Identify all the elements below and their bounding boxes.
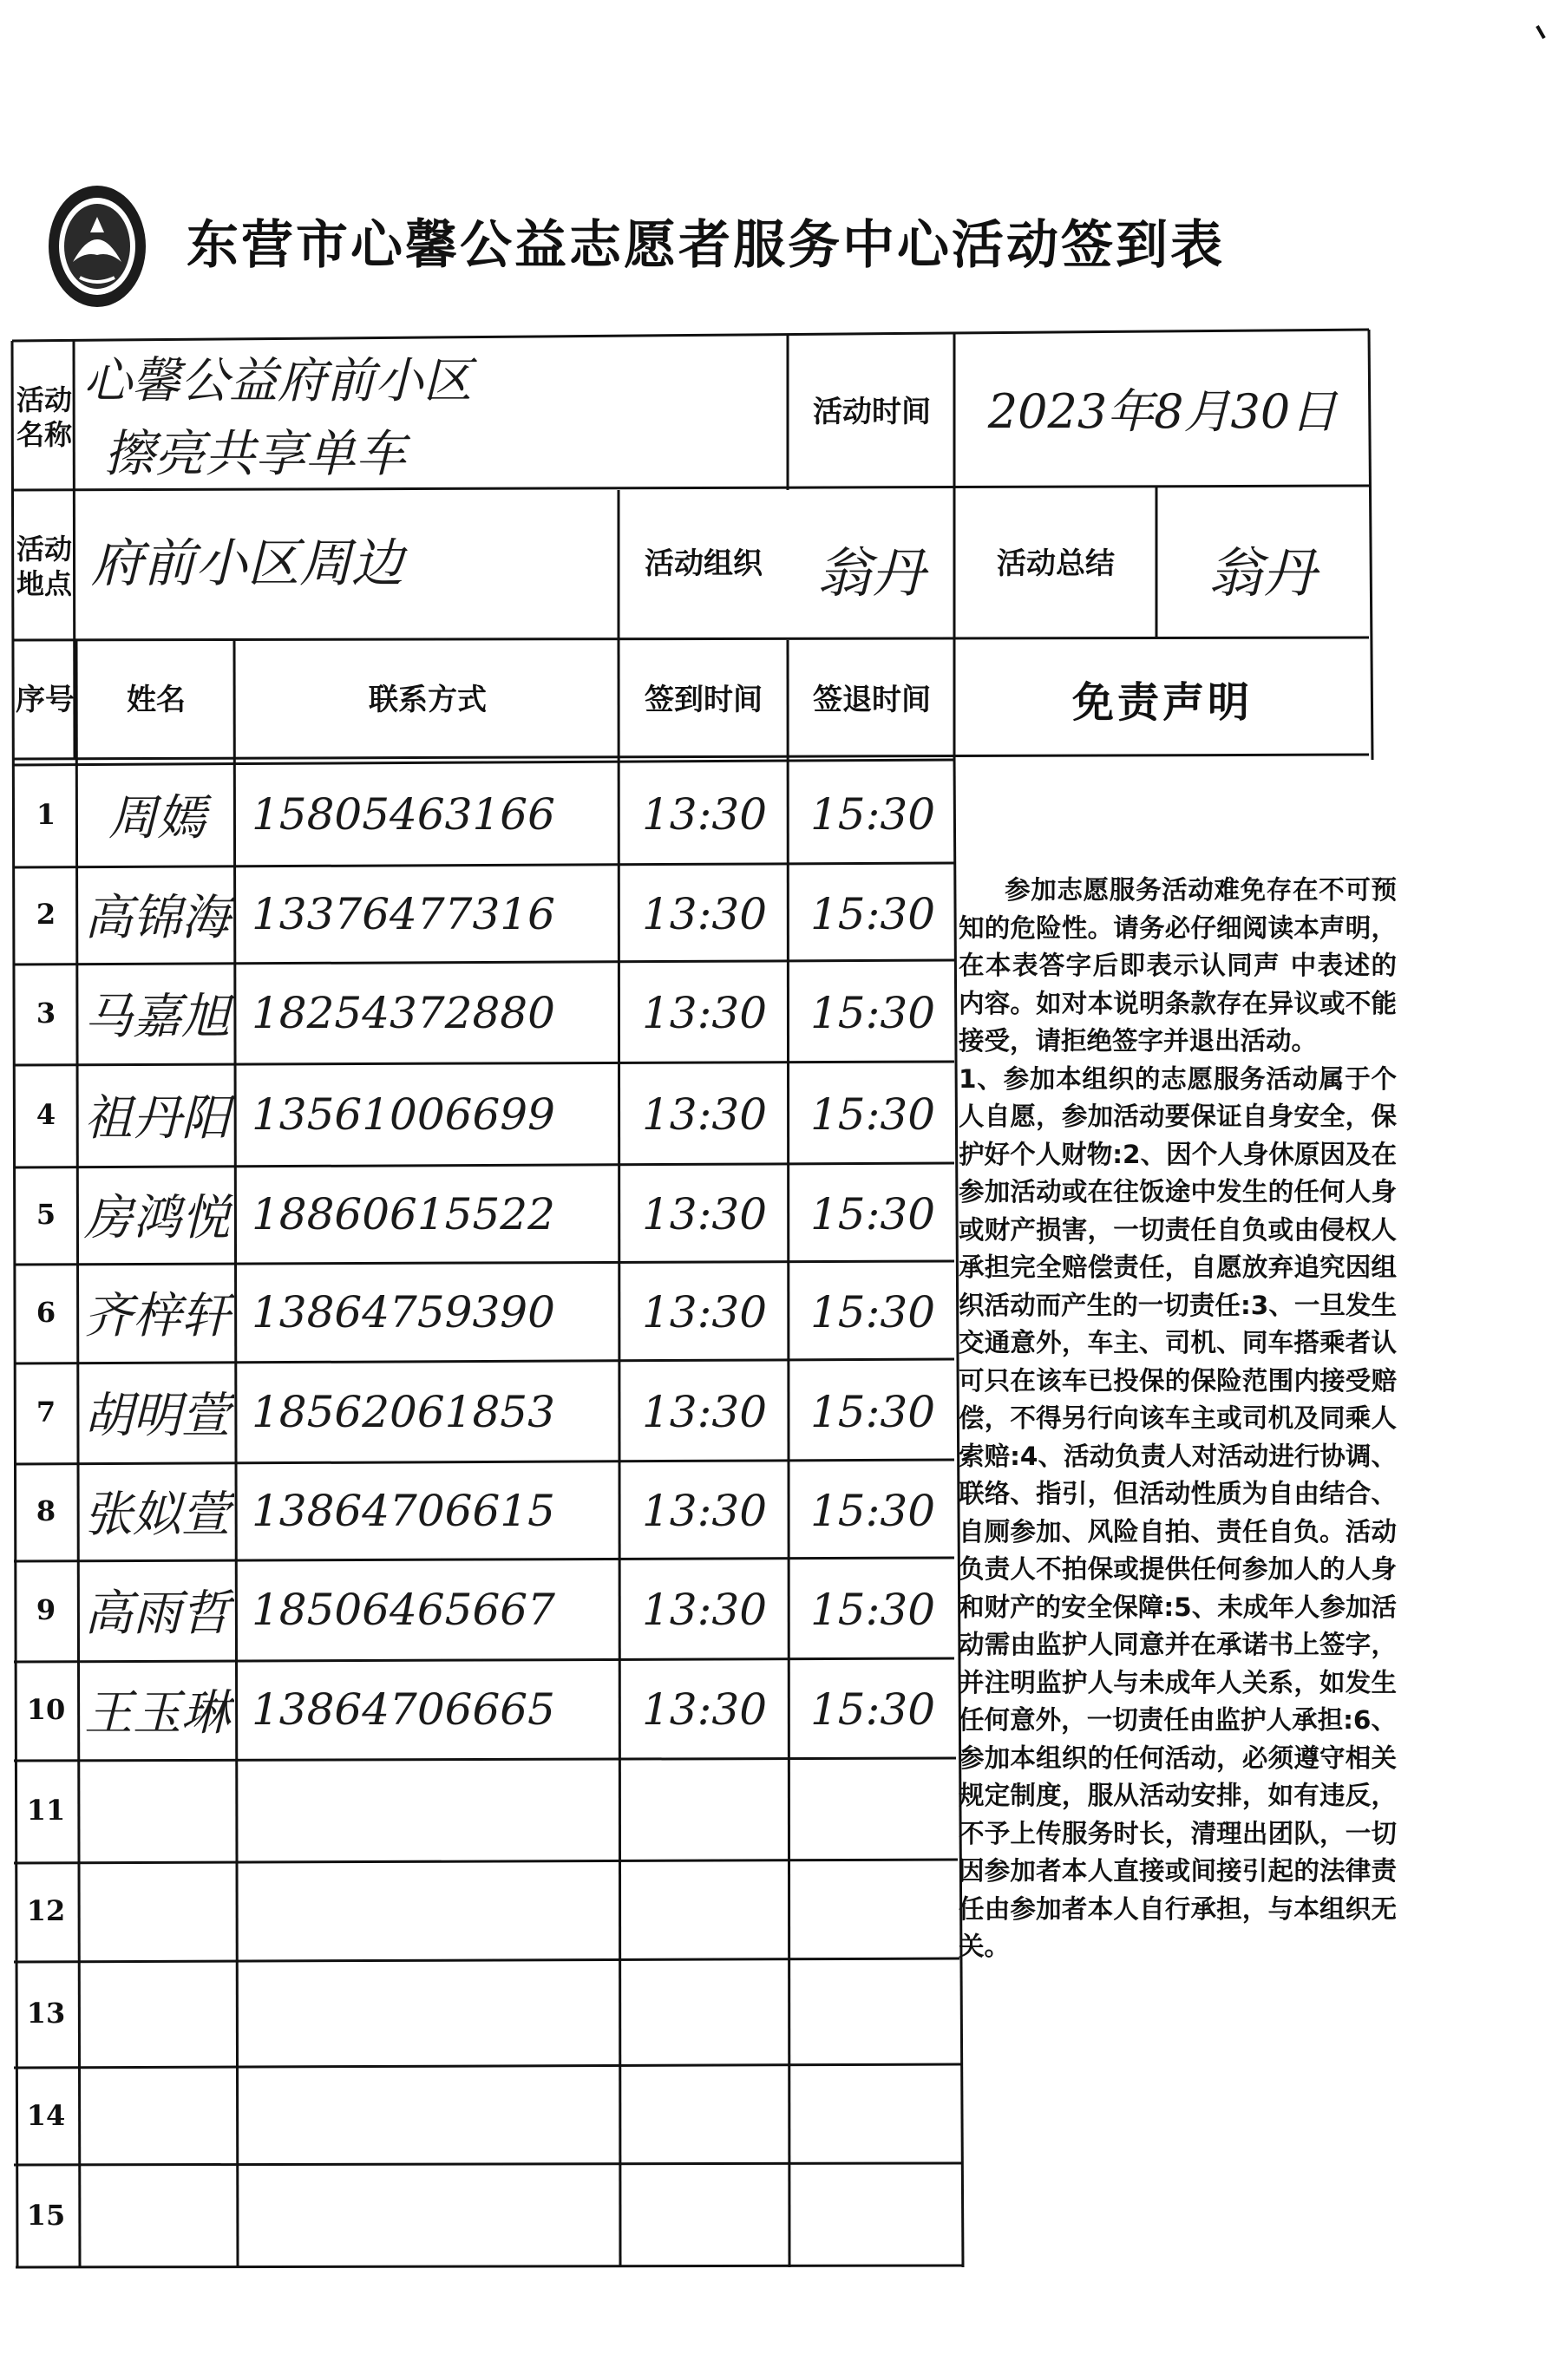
- sign-in-time: [622, 1960, 787, 2066]
- signer-phone: 13376477316: [252, 889, 555, 939]
- signer-name: 房鸿悦: [84, 1190, 230, 1246]
- column-header-name: 姓名: [127, 683, 186, 718]
- sign-out-time: 15:30: [809, 1189, 936, 1239]
- column-header-disclaimer: 免责声明: [1071, 677, 1253, 727]
- signer-name: 王玉琳: [84, 1685, 230, 1742]
- sign-in-time: 13:30: [641, 1387, 768, 1437]
- row-number: 14: [26, 2098, 66, 2132]
- sign-out-time: [791, 1861, 954, 1960]
- signer-phone: [241, 1759, 616, 1861]
- signer-name: 高锦海: [84, 890, 230, 946]
- organizer-label: 活动组织: [645, 546, 763, 581]
- row-number: 13: [26, 1997, 66, 2030]
- signer-name: 祖丹阳: [84, 1090, 230, 1147]
- sign-out-time: 15:30: [809, 889, 936, 939]
- signer-phone: 18860615522: [252, 1189, 555, 1239]
- signer-phone: [241, 2066, 616, 2164]
- signer-name: 高雨哲: [84, 1586, 230, 1642]
- activity-time-label: 活动时间: [813, 394, 931, 429]
- row-number: 6: [36, 1296, 56, 1329]
- sign-in-time: 13:30: [641, 1585, 768, 1635]
- signer-name: 胡明萱: [84, 1388, 230, 1444]
- signer-phone: 18254372880: [252, 988, 555, 1038]
- sign-out-time: 15:30: [809, 1486, 936, 1536]
- signer-name: [80, 1861, 234, 1960]
- sign-out-time: 15:30: [809, 789, 936, 840]
- signer-phone: [241, 1861, 616, 1960]
- sign-out-time: 15:30: [809, 1585, 936, 1635]
- sign-out-time: 15:30: [809, 1387, 936, 1437]
- disclaimer-text: [959, 872, 1397, 1966]
- row-number: 7: [36, 1396, 56, 1429]
- sign-in-time: 13:30: [641, 1189, 768, 1239]
- column-header-sign-out: 签退时间: [813, 683, 931, 718]
- row-number: 3: [36, 997, 56, 1030]
- row-number: 9: [36, 1593, 56, 1626]
- row-number: 2: [36, 898, 56, 931]
- column-header-no: 序号: [16, 683, 75, 718]
- organizer-signature: 翁丹: [816, 540, 925, 605]
- row-number: 11: [26, 1794, 66, 1827]
- summary-label: 活动总结: [997, 546, 1115, 581]
- disclaimer-body: 1、参加本组织的志愿服务活动属于个人自愿，参加活动要保证自身安全，保护好个人财物:2、因个人身休原因及在参加活动或在往饭途中发生的任何人身或财产损害，一切责任自负或由侵权人承担完全赔偿责任，自愿放弃追究因组织活动而产生的一切责任:3、一旦发生交通意外，车主、司机、同车搭乘者认可只在该车已投保的保险范围内接受赔偿，不得另行向该车主或司机及同乘人索赔:4、活动负责人对活动进行协调、联络、指引，但活动性质为自由结合、自厕参加、风险自拍、责任自负。活动负责人不拍保或提供任何参加人的人身和财产的安全保障:5、未成年人参加活动需由监护人同意并在承诺书上签字，并注明监护人与未成年人关系，如发生任何意外，一切责任由监护人承担:6、参加本组织的任何活动，必须遵守相关规定制度，服从活动安排，如有违反，不予上传服务时长，清理出团队，一切因参加者本人直接或间接引起的法律责任由参加者本人自行承担，与本组织无关。: [959, 1063, 1397, 1961]
- row-number: 4: [36, 1098, 56, 1131]
- signer-phone: 13561006699: [252, 1089, 555, 1140]
- sign-in-time: [622, 2164, 787, 2266]
- sign-in-time: [622, 2066, 787, 2164]
- sign-in-time: 13:30: [641, 988, 768, 1038]
- location-value: 府前小区周边: [91, 533, 403, 594]
- sign-in-time: 13:30: [641, 1684, 768, 1735]
- signer-name: 马嘉旭: [84, 989, 230, 1045]
- sign-in-time: 13:30: [641, 1089, 768, 1140]
- sign-out-time: [791, 2164, 954, 2266]
- document-title: 东营市心馨公益志愿者服务中心活动签到表: [187, 215, 1225, 276]
- signer-name: 周嫣: [108, 790, 206, 847]
- activity-time-value: 2023年8月30日: [987, 383, 1338, 439]
- row-number: 5: [36, 1198, 56, 1231]
- row-number: 1: [36, 798, 56, 831]
- signer-name: [80, 2164, 234, 2266]
- signer-name: 齐梓轩: [84, 1288, 230, 1344]
- location-label: 活动地点: [16, 532, 72, 600]
- signer-name: [80, 2066, 234, 2164]
- row-number: 10: [26, 1693, 66, 1726]
- signer-phone: 13864706615: [252, 1486, 555, 1536]
- signer-name: 张姒萱: [84, 1487, 230, 1543]
- row-number: 15: [26, 2199, 66, 2232]
- signer-phone: 18506465667: [252, 1585, 555, 1635]
- sign-out-time: [791, 1759, 954, 1861]
- column-header-sign-in: 签到时间: [645, 683, 763, 718]
- sign-out-time: 15:30: [809, 1684, 936, 1735]
- row-number: 12: [26, 1894, 66, 1927]
- sign-in-time: 13:30: [641, 1486, 768, 1536]
- sign-out-time: [791, 1960, 954, 2066]
- sign-out-time: [791, 2066, 954, 2164]
- signer-phone: [241, 2164, 616, 2266]
- signer-phone: 15805463166: [252, 789, 555, 840]
- signer-name: [80, 1759, 234, 1861]
- activity-name-value-line2: 擦亮共享单车: [104, 423, 407, 483]
- signer-name: [80, 1960, 234, 2066]
- sign-out-time: 15:30: [809, 1287, 936, 1337]
- sign-in-time: 13:30: [641, 889, 768, 939]
- activity-name-label: 活动名称: [16, 382, 72, 451]
- disclaimer-intro: 参加志愿服务活动难免存在不可预知的危险性。请务必仔细阅读本声明，在本表答字后即表示认同声 中表述的内容。如对本说明条款存在异议或不能接受，请拒绝签字并退出活动。: [959, 875, 1397, 1056]
- activity-name-value-line1: 心馨公益府前小区: [83, 353, 472, 409]
- sign-in-time: [622, 1759, 787, 1861]
- sign-in-time: 13:30: [641, 1287, 768, 1337]
- sign-out-time: 15:30: [809, 988, 936, 1038]
- signer-phone: 13864706665: [252, 1684, 555, 1735]
- signer-phone: 18562061853: [252, 1387, 555, 1437]
- signer-phone: [241, 1960, 616, 2066]
- summary-signature: 翁丹: [1208, 540, 1316, 605]
- sign-in-time: 13:30: [641, 789, 768, 840]
- sign-in-time: [622, 1861, 787, 1960]
- column-header-contact: 联系方式: [369, 683, 487, 718]
- row-number: 8: [36, 1494, 56, 1527]
- sign-out-time: 15:30: [809, 1089, 936, 1140]
- signer-phone: 13864759390: [252, 1287, 555, 1337]
